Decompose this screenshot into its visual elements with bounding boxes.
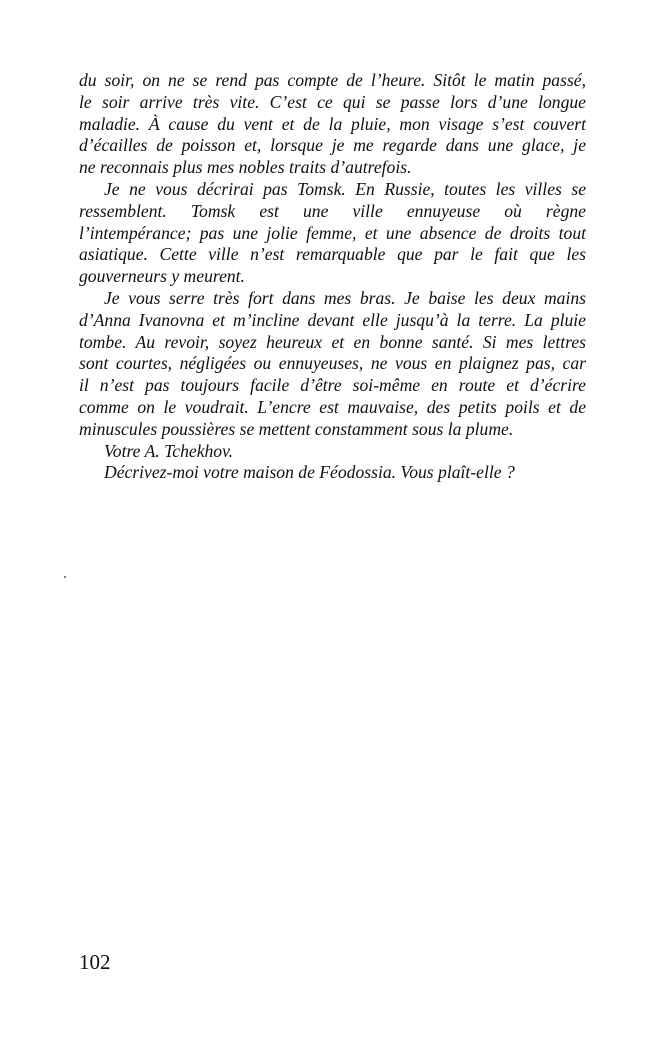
text-line: Je ne vous décrirai pas Tomsk. En Russie, toutes les villes se	[104, 178, 586, 199]
text-line: gouverneurs y meurent.	[79, 266, 245, 287]
text-line: il n’est pas toujours facile d’être soi-même en route et d’écrire	[79, 375, 586, 396]
text-line: comme on le voudrait. L’encre est mauvaise, des petits poils et de	[79, 396, 586, 417]
text-line: d’écailles de poisson et, lorsque je me regarde dans une glace, je	[79, 135, 586, 156]
text-line: Je vous serre très fort dans mes bras. Je baise les deux mains	[104, 287, 586, 308]
body-text	[79, 70, 586, 484]
text-line: Décrivez-moi votre maison de Féodossia. Vous plaît-elle ?	[104, 462, 515, 483]
text-line: tombe. Au revoir, soyez heureux et en bonne santé. Si mes lettres	[79, 331, 586, 352]
page-number: 102	[79, 950, 111, 974]
text-line: sont courtes, négligées ou ennuyeuses, ne vous en plaignez pas, car	[79, 353, 586, 374]
text-line: ne reconnais plus mes nobles traits d’autrefois.	[79, 157, 412, 178]
text-line: d’Anna Ivanovna et m’incline devant elle jusqu’à la terre. La pluie	[79, 309, 586, 330]
scan-speck	[64, 576, 66, 578]
text-line: minuscules poussières se mettent constamment sous la plume.	[79, 418, 514, 439]
text-line: Votre A. Tchekhov.	[104, 440, 233, 461]
text-line: maladie. À cause du vent et de la pluie, mon visage s’est couvert	[79, 113, 586, 134]
text-line: ressemblent. Tomsk est une ville ennuyeuse où règne	[79, 200, 586, 221]
text-line: l’intempérance; pas une jolie femme, et une absence de droits tout	[79, 222, 586, 243]
text-line: le soir arrive très vite. C’est ce qui se passe lors d’une longue	[79, 91, 586, 112]
text-line: asiatique. Cette ville n’est remarquable que par le fait que les	[79, 244, 586, 265]
text-line: du soir, on ne se rend pas compte de l’heure. Sitôt le matin passé,	[79, 70, 586, 90]
